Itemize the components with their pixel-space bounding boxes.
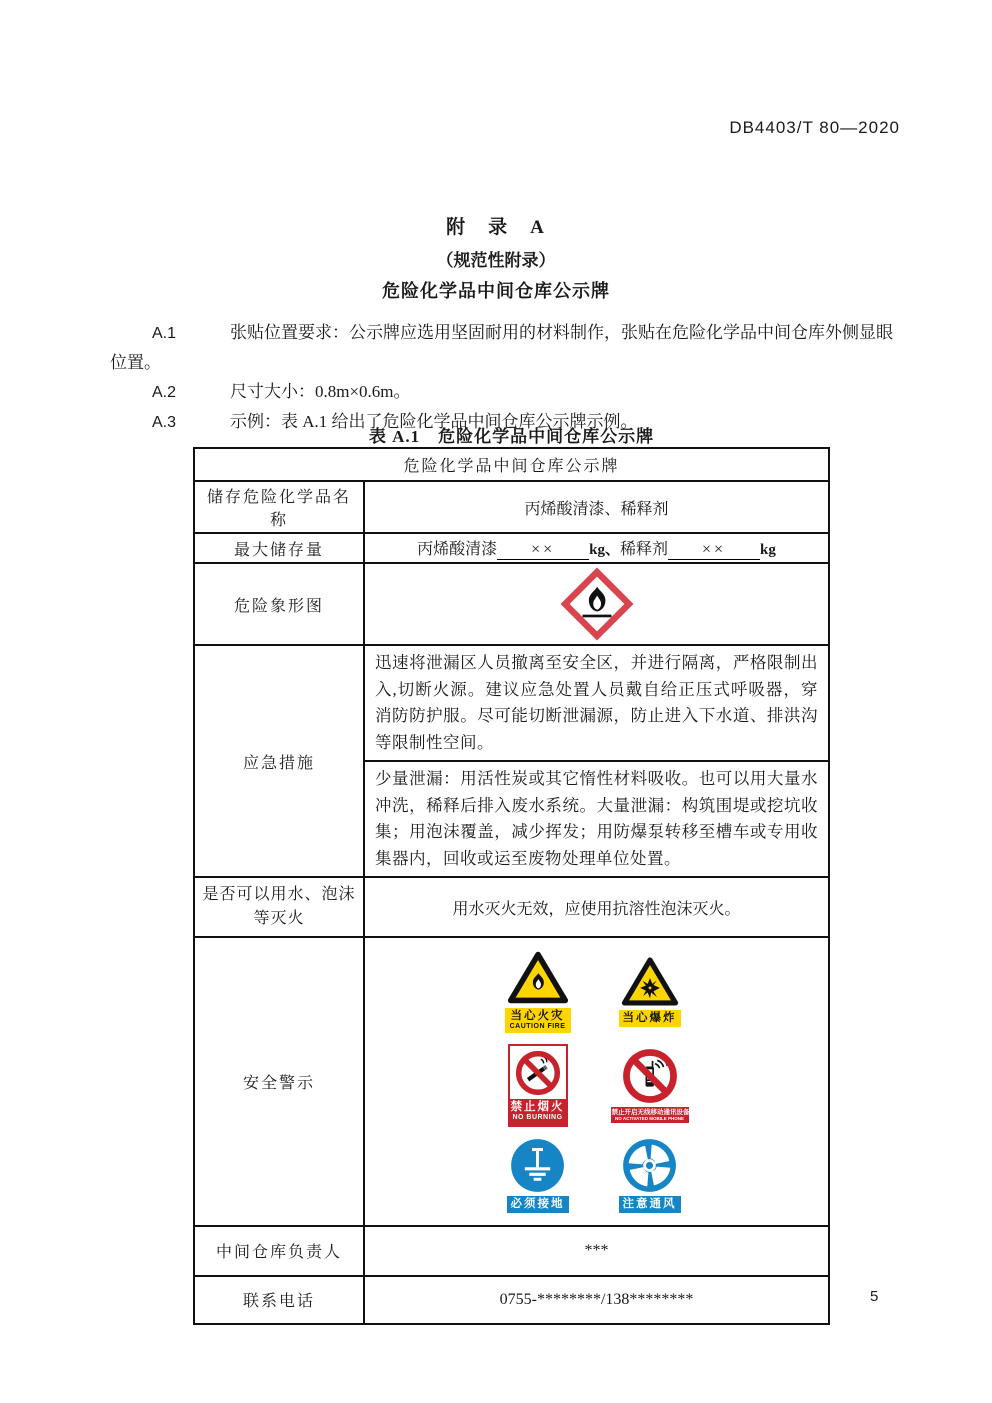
extinguishing-label: 是否可以用水、泡沫等灭火 [195,878,365,936]
max-storage-item2: 稀释剂 [620,541,669,558]
emergency-row [195,644,828,876]
emergency-label: 应急措施 [195,646,365,876]
phone-value: 0755-********/138******** [499,1290,694,1308]
table-caption: 表 A.1 危险化学品中间仓库公示牌 [368,427,655,446]
must-ground-band [507,1196,569,1213]
standard-code-header: DB4403/T 80—2020 [729,118,900,137]
max-storage-qty1-blank: ×× [497,539,589,560]
no-mobile-phone-band [611,1107,689,1124]
no-burning-band [510,1099,566,1124]
extinguishing-value: 用水灭火无效，应使用抗溶性泡沫灭火。 [452,900,741,918]
sign-ventilation [619,1138,681,1213]
clause-list [110,318,904,437]
storage-name-label: 储存危险化学品名称 [195,482,365,532]
no-burning-text-cn: 禁止烟火 [510,1101,565,1114]
max-storage-value [365,534,828,562]
clause-a1-number: A.1 [152,325,177,342]
max-storage-unit2: kg [760,542,776,558]
extinguishing-row [195,876,828,936]
clause-a3-text: 示例：表 A.1 给出了危险化学品中间仓库公示牌示例。 [230,412,638,431]
ventilation-icon [622,1138,677,1193]
clause-a1 [110,318,904,377]
clause-a2 [110,377,904,407]
max-storage-row [195,532,828,562]
max-storage-qty2-blank: ×× [668,539,760,560]
caution-fire-icon [507,950,569,1005]
phone-row [195,1275,828,1323]
emergency-disposal-text: 少量泄漏：用活性炭或其它惰性材料吸收。也可以用大量水冲洗，稀释后排入废水系统。大量泄漏：构筑围堤或挖坑收集；用泡沫覆盖，减少挥发；用防爆泵转移至槽车或专用收集器内，回收或运至废物处理单位处置。 [375,769,818,868]
must-ground-text-cn: 必须接地 [510,1197,565,1210]
table-banner-row: 危险化学品中间仓库公示牌 [403,458,620,475]
hazard-pictogram-row [195,562,828,644]
appendix-title: 附 录 A [446,217,546,238]
clause-a3-number: A.3 [152,414,177,431]
must-ground-icon [510,1138,565,1193]
hazard-pictogram-cell [365,564,828,644]
appendix-heading: 危险化学品中间仓库公示牌 [382,281,610,301]
caution-explosion-icon [621,956,679,1007]
page-number: 5 [870,1288,879,1305]
ventilation-band [619,1196,681,1213]
no-burning-icon [515,1050,561,1096]
max-storage-unit1: kg、 [589,542,620,558]
ghs-flame-pictogram-icon [559,566,635,642]
no-mobile-phone-text-en: NO ACTIVATED MOBILE PHONE [615,1116,684,1122]
notice-board-table [193,447,830,1325]
max-storage-label: 最大储存量 [195,534,365,562]
no-mobile-phone-icon [622,1048,678,1104]
ventilation-text-cn: 注意通风 [622,1197,677,1210]
manager-row [195,1225,828,1275]
sign-no-burning [508,1044,568,1126]
clause-a1-text: 张贴位置要求：公示牌应选用坚固耐用的材料制作，张贴在危险化学品中间仓库外侧显眼位置。 [110,323,893,372]
clause-a2-number: A.2 [152,384,177,401]
appendix-subtitle: （规范性附录） [436,251,556,270]
caution-explosion-band [619,1010,681,1027]
caution-fire-text-en: CAUTION FIRE [509,1023,566,1031]
manager-value: *** [584,1241,609,1259]
sign-no-mobile-phone [611,1048,689,1124]
storage-name-row [195,480,828,532]
hazard-pictogram-label: 危险象形图 [195,564,365,644]
sign-caution-explosion [619,956,681,1027]
sign-caution-fire [505,950,571,1033]
clause-a2-text: 尺寸大小：0.8m×0.6m。 [230,382,411,401]
emergency-evacuation-text: 迅速将泄漏区人员撤离至安全区，并进行隔离，严格限制出入,切断火源。建议应急处置人员戴自给正压式呼吸器，穿消防防护服。尽可能切断泄漏源，防止进入下水道、排洪沟等限制性空间。 [365,646,828,762]
sign-must-ground [507,1138,569,1213]
safety-signs-cell [365,938,828,1225]
safety-signs-grid [505,940,689,1223]
emergency-cell [365,646,828,876]
phone-label: 联系电话 [195,1277,365,1323]
caution-fire-band [505,1008,571,1033]
max-storage-item1: 丙烯酸清漆 [417,541,498,558]
appendix-title-block [0,212,992,303]
max-storage-content [417,536,776,560]
safety-signs-label: 安全警示 [195,938,365,1225]
caution-fire-text-cn: 当心火灾 [510,1010,565,1022]
no-burning-text-en: NO BURNING [512,1114,563,1122]
storage-name-value: 丙烯酸清漆、稀释剂 [524,500,669,518]
safety-signs-row [195,936,828,1225]
no-mobile-phone-text-cn: 禁止开启无线移动通讯设备 [611,1108,690,1116]
manager-label: 中间仓库负责人 [195,1227,365,1275]
caution-explosion-text-cn: 当心爆炸 [622,1012,677,1025]
